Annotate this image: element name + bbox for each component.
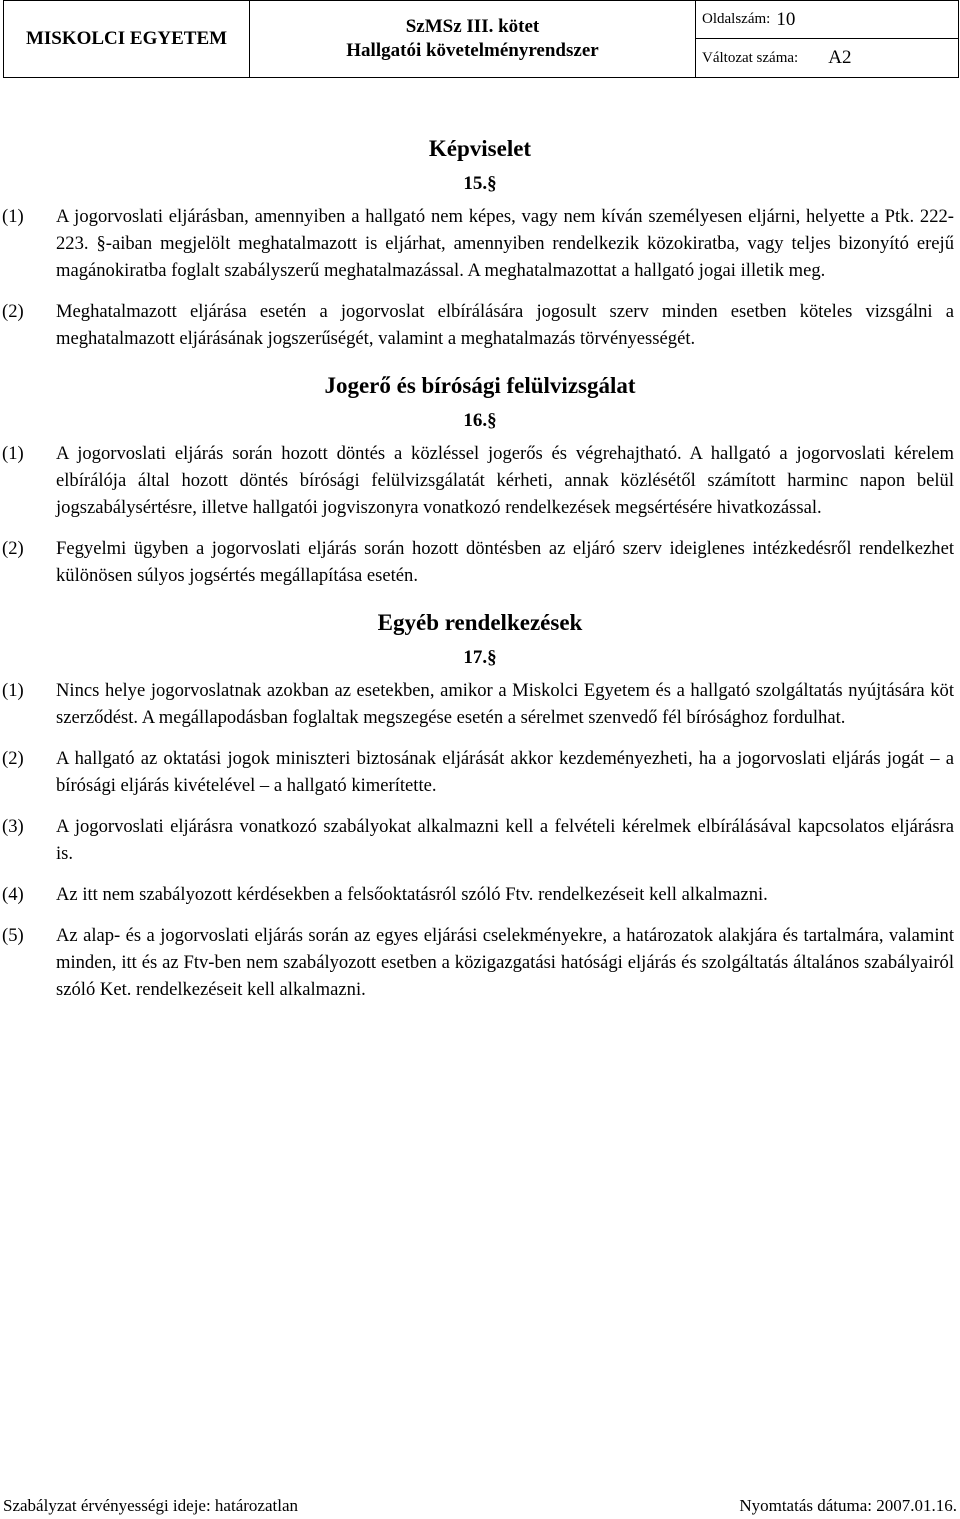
version-label: Változat száma: <box>702 49 799 66</box>
section <box>0 607 960 1003</box>
paragraph-text: A hallgató az oktatási jogok miniszteri biztosának eljárását akkor kezdeményezheti, ha a jogorvoslati eljárás jogát – a bírósági eljárás kivételével – a hallgató kimerítette. <box>56 748 954 796</box>
paragraph-text: Fegyelmi ügyben a jogorvoslati eljárás során hozott döntésben az eljáró szerv ideiglenes intézkedésről rendelkezhet különösen súlyos jogsértés megállapítása esetén. <box>56 538 954 586</box>
section-title: Jogerő és bírósági felülvizsgálat <box>324 373 636 398</box>
paragraph-text: Meghatalmazott eljárása esetén a jogorvoslat elbírálására jogosult szerv minden esetben köteles vizsgálni a meghatalmazott eljárásának jogszerűségét, valamint a meghatalmazás törvényességét. <box>56 301 954 349</box>
version-row <box>696 39 958 77</box>
paragraph-number: (2) <box>2 748 24 769</box>
paragraph-text: A jogorvoslati eljárásban, amennyiben a hallgató nem képes, vagy nem kíván személyesen eljárni, helyette a Ptk. 222-223. §-aiban megjelölt meghatalmazott is eljárhat, amennyiben rendelkezik közokiratba, vagy teljes bizonyító erejű magánokiratba foglalt szabályszerű meghatalmazással. A meghatalmazottat a hallgató jogai illetik meg. <box>56 206 954 281</box>
section-number: 17.§ <box>463 647 497 668</box>
section-title: Képviselet <box>428 136 532 161</box>
document-subtitle: Hallgatói követelményrendszer <box>346 40 599 61</box>
page-info-block <box>696 1 958 77</box>
paragraph-text: A jogorvoslati eljárás során hozott döntés a közléssel jogerős és végrehajtható. A hallgató a jogorvoslati kérelem elbírálója által hozott döntés bírósági felülvizsgálatát kérheti, annak közlésétől számított harminc napon belül jogszabálysértésre, illetve hallgatói jogviszonyra vonatkozó rendelkezések megsértésére hivatkozással. <box>56 443 954 518</box>
page-number: 10 <box>776 8 796 30</box>
paragraph <box>0 922 960 1003</box>
section-number: 15.§ <box>463 173 497 194</box>
paragraph <box>0 203 960 284</box>
institution-name: MISKOLCI EGYETEM <box>4 1 250 77</box>
document-footer <box>3 1496 957 1516</box>
paragraph-text: Az alap- és a jogorvoslati eljárás során az egyes eljárási cselekményekre, a határozatok alakjára és tartalmára, valamint minden, itt és az Ftv-ben nem szabályozott esetben a közigazgatási hatósági eljárás és szolgáltatás általános szabályairól szóló Ket. rendelkezéseit kell alkalmazni. <box>56 925 954 1000</box>
paragraph <box>0 677 960 731</box>
paragraph-number: (4) <box>2 884 24 905</box>
paragraph-number: (3) <box>2 816 24 837</box>
volume-title: SzMSz III. kötet <box>405 16 540 37</box>
document-title-block <box>250 1 696 77</box>
paragraph-text: Nincs helye jogorvoslatnak azokban az esetekben, amikor a Miskolci Egyetem és a hallgató szolgáltatás nyújtására köt szerződést. A megállapodásban foglaltak megszegése esetén a sérelmet szenvedő fél bírósághoz fordulhat. <box>56 680 954 728</box>
paragraph-number: (2) <box>2 538 24 559</box>
paragraph-text: A jogorvoslati eljárásra vonatkozó szabályokat alkalmazni kell a felvételi kérelmek elbírálásával kapcsolatos eljárásra is. <box>56 816 954 864</box>
validity-text: Szabályzat érvényességi ideje: határozatlan <box>3 1496 298 1515</box>
paragraph <box>0 813 960 867</box>
paragraph-number: (2) <box>2 301 24 322</box>
paragraph <box>0 440 960 521</box>
paragraph <box>0 535 960 589</box>
paragraph-number: (1) <box>2 206 24 227</box>
paragraph <box>0 298 960 352</box>
paragraph-number: (5) <box>2 925 24 946</box>
print-date: Nyomtatás dátuma: 2007.01.16. <box>739 1496 957 1515</box>
paragraph-text: Az itt nem szabályozott kérdésekben a felsőoktatásról szóló Ftv. rendelkezéseit kell alkalmazni. <box>56 884 768 905</box>
document-header <box>3 0 959 78</box>
paragraph <box>0 745 960 799</box>
paragraph-number: (1) <box>2 680 24 701</box>
page-number-label: Oldalszám: <box>702 11 771 27</box>
section-title: Egyéb rendelkezések <box>377 610 583 635</box>
paragraph-number: (1) <box>2 443 24 464</box>
section <box>0 133 960 352</box>
page-number-row <box>696 1 958 39</box>
section-number: 16.§ <box>463 410 497 431</box>
version-number: A2 <box>828 47 852 68</box>
document-body <box>0 133 960 1017</box>
paragraph <box>0 881 960 908</box>
section <box>0 370 960 589</box>
